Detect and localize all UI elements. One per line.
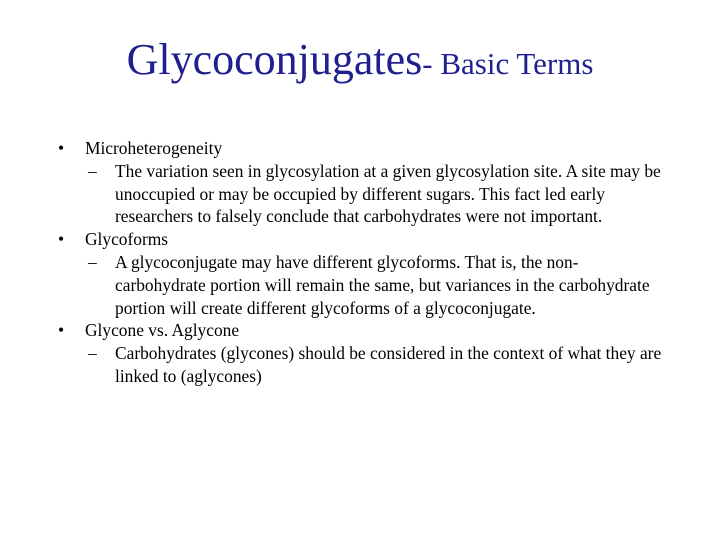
bullet-item-microheterogeneity xyxy=(58,137,668,160)
sub-item-microheterogeneity xyxy=(58,160,668,228)
bullet-item-glycone-vs-aglycone xyxy=(58,319,668,342)
bullet-term: Glycoforms xyxy=(85,229,169,250)
slide-title-main: Glycoconjugates xyxy=(126,35,423,84)
sub-marker: – xyxy=(88,160,97,181)
sub-item-text: Carbohydrates (glycones) should be considered in the context of what they are linked to (aglycones) xyxy=(115,343,662,386)
sub-item-glycoforms xyxy=(58,251,668,319)
sub-item-text: A glycoconjugate may have different glycoforms. That is, the non-carbohydrate portion will remain the same, but variances in the carbohydrate portion will create different glycoforms of a glycoconjugate. xyxy=(115,251,650,318)
sub-marker: – xyxy=(88,343,97,364)
sub-item-glycone-vs-aglycone xyxy=(58,342,668,388)
bullet-term: Glycone vs. Aglycone xyxy=(85,320,240,341)
bullet-marker: • xyxy=(58,320,65,341)
bullet-marker: • xyxy=(58,138,65,158)
bullet-list xyxy=(58,137,668,388)
sub-marker: – xyxy=(88,251,97,272)
bullet-term: Microheterogeneity xyxy=(85,138,223,158)
slide-title xyxy=(0,34,720,87)
bullet-marker: • xyxy=(58,229,65,250)
sub-item-text: The variation seen in glycosylation at a given glycosylation site. A site may be unoccupied or may be occupied by different sugars. This fact led early researchers to falsely conclude that carbohydrates were not important. xyxy=(115,160,661,227)
slide-title-sub: - Basic Terms xyxy=(422,46,594,81)
bullet-item-glycoforms xyxy=(58,228,668,251)
